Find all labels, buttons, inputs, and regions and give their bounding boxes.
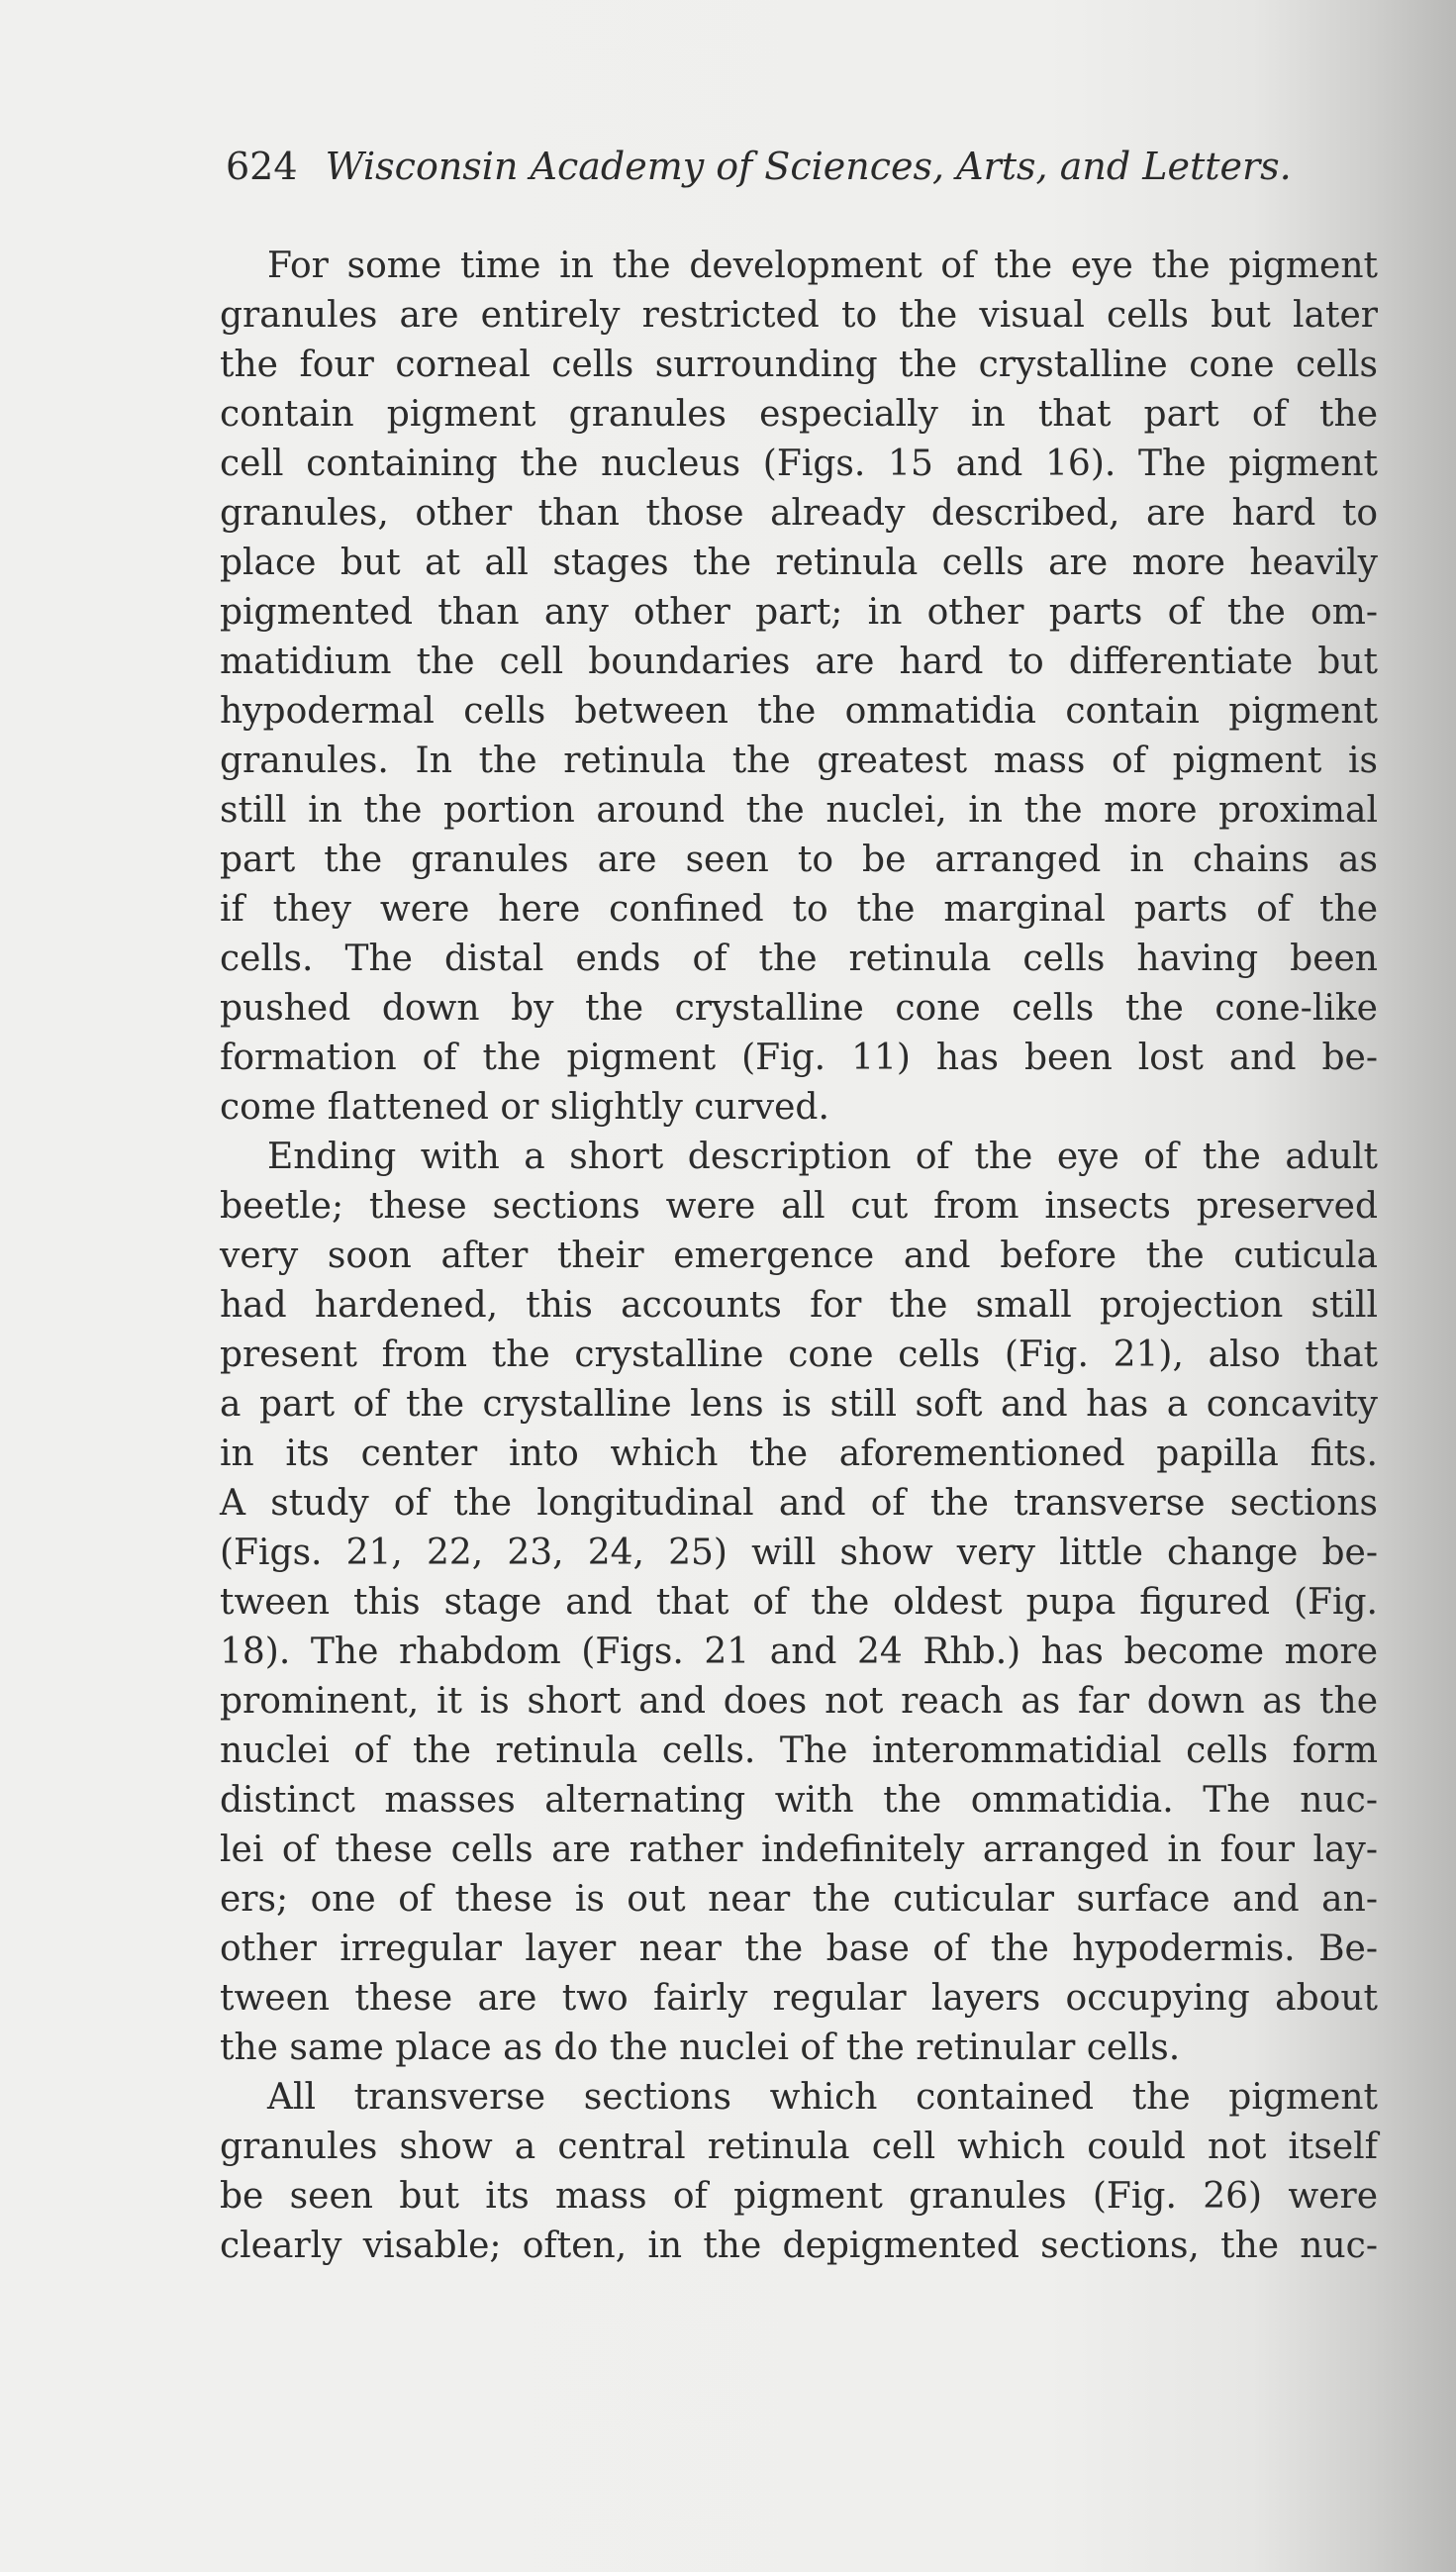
text-line: ers; one of these is out near the cuticular surface and an- <box>220 1879 1378 1920</box>
text-line: clearly visable; often, in the depigmented sections, the nuc- <box>220 2226 1378 2266</box>
text-line: nuclei of the retinula cells. The interommatidial cells form <box>220 1731 1378 1771</box>
text-line: the four corneal cells surrounding the crystalline cone cells <box>220 345 1378 385</box>
body-text <box>220 242 1378 2271</box>
text-line: cell containing the nucleus (Figs. 15 and 16). The pigment <box>220 444 1378 484</box>
text-line: For some time in the development of the eye the pigment <box>267 246 1378 286</box>
text-line: other irregular layer near the base of the hypodermis. Be- <box>220 1929 1378 1969</box>
text-line: tween these are two fairly regular layers occupying about <box>220 1978 1378 2019</box>
text-line: formation of the pigment (Fig. 11) has been lost and be- <box>220 1038 1378 1078</box>
text-line: beetle; these sections were all cut from insects preserved <box>220 1186 1378 1227</box>
text-line: a part of the crystalline lens is still soft and has a concavity <box>220 1384 1378 1425</box>
text-line: Ending with a short description of the eye of the adult <box>267 1137 1378 1177</box>
text-line: 18). The rhabdom (Figs. 21 and 24 Rhb.) has become more <box>220 1632 1378 1672</box>
text-line: place but at all stages the retinula cells are more heavily <box>220 543 1378 583</box>
text-line: pigmented than any other part; in other parts of the om- <box>220 592 1378 633</box>
text-line: in its center into which the aforementioned papilla fits. <box>220 1434 1378 1474</box>
text-line: granules. In the retinula the greatest mass of pigment is <box>220 741 1378 781</box>
text-line: A study of the longitudinal and of the transverse sections <box>220 1483 1378 1524</box>
text-line: granules are entirely restricted to the visual cells but later <box>220 295 1378 336</box>
text-line: pushed down by the crystalline cone cells the cone-like <box>220 988 1378 1029</box>
text-line: (Figs. 21, 22, 23, 24, 25) will show very little change be- <box>220 1533 1378 1573</box>
text-line: All transverse sections which contained the pigment <box>267 2077 1378 2118</box>
text-line: cells. The distal ends of the retinula cells having been <box>220 939 1378 979</box>
text-line: granules, other than those already described, are hard to <box>220 493 1378 534</box>
text-line: part the granules are seen to be arranged in chains as <box>220 840 1378 880</box>
text-line: prominent, it is short and does not reach as far down as the <box>220 1681 1378 1722</box>
text-line: lei of these cells are rather indefinitely arranged in four lay- <box>220 1830 1378 1870</box>
text-line: tween this stage and that of the oldest pupa figured (Fig. <box>220 1582 1378 1623</box>
text-line: if they were here confined to the marginal parts of the <box>220 889 1378 930</box>
page-number: 624 <box>226 145 298 188</box>
text-line: still in the portion around the nuclei, in the more proximal <box>220 790 1378 831</box>
text-line: granules show a central retinula cell which could not itself <box>220 2127 1378 2167</box>
text-line: very soon after their emergence and before the cuticula <box>220 1236 1378 1276</box>
text-line: the same place as do the nuclei of the retinular cells. <box>220 2028 1181 2068</box>
text-line: had hardened, this accounts for the small projection still <box>220 1285 1378 1326</box>
text-line: contain pigment granules especially in that part of the <box>220 394 1378 435</box>
running-head <box>226 141 1364 192</box>
text-line: present from the crystalline cone cells (Fig. 21), also that <box>220 1335 1378 1375</box>
text-line: be seen but its mass of pigment granules (Fig. 26) were <box>220 2176 1378 2217</box>
text-line: come flattened or slightly curved. <box>220 1087 829 1128</box>
journal-title: Wisconsin Academy of Sciences, Arts, and Letters. <box>325 145 1292 188</box>
text-line: distinct masses alternating with the ommatidia. The nuc- <box>220 1780 1378 1821</box>
text-line: matidium the cell boundaries are hard to differentiate but <box>220 642 1378 682</box>
text-line: hypodermal cells between the ommatidia contain pigment <box>220 691 1378 732</box>
